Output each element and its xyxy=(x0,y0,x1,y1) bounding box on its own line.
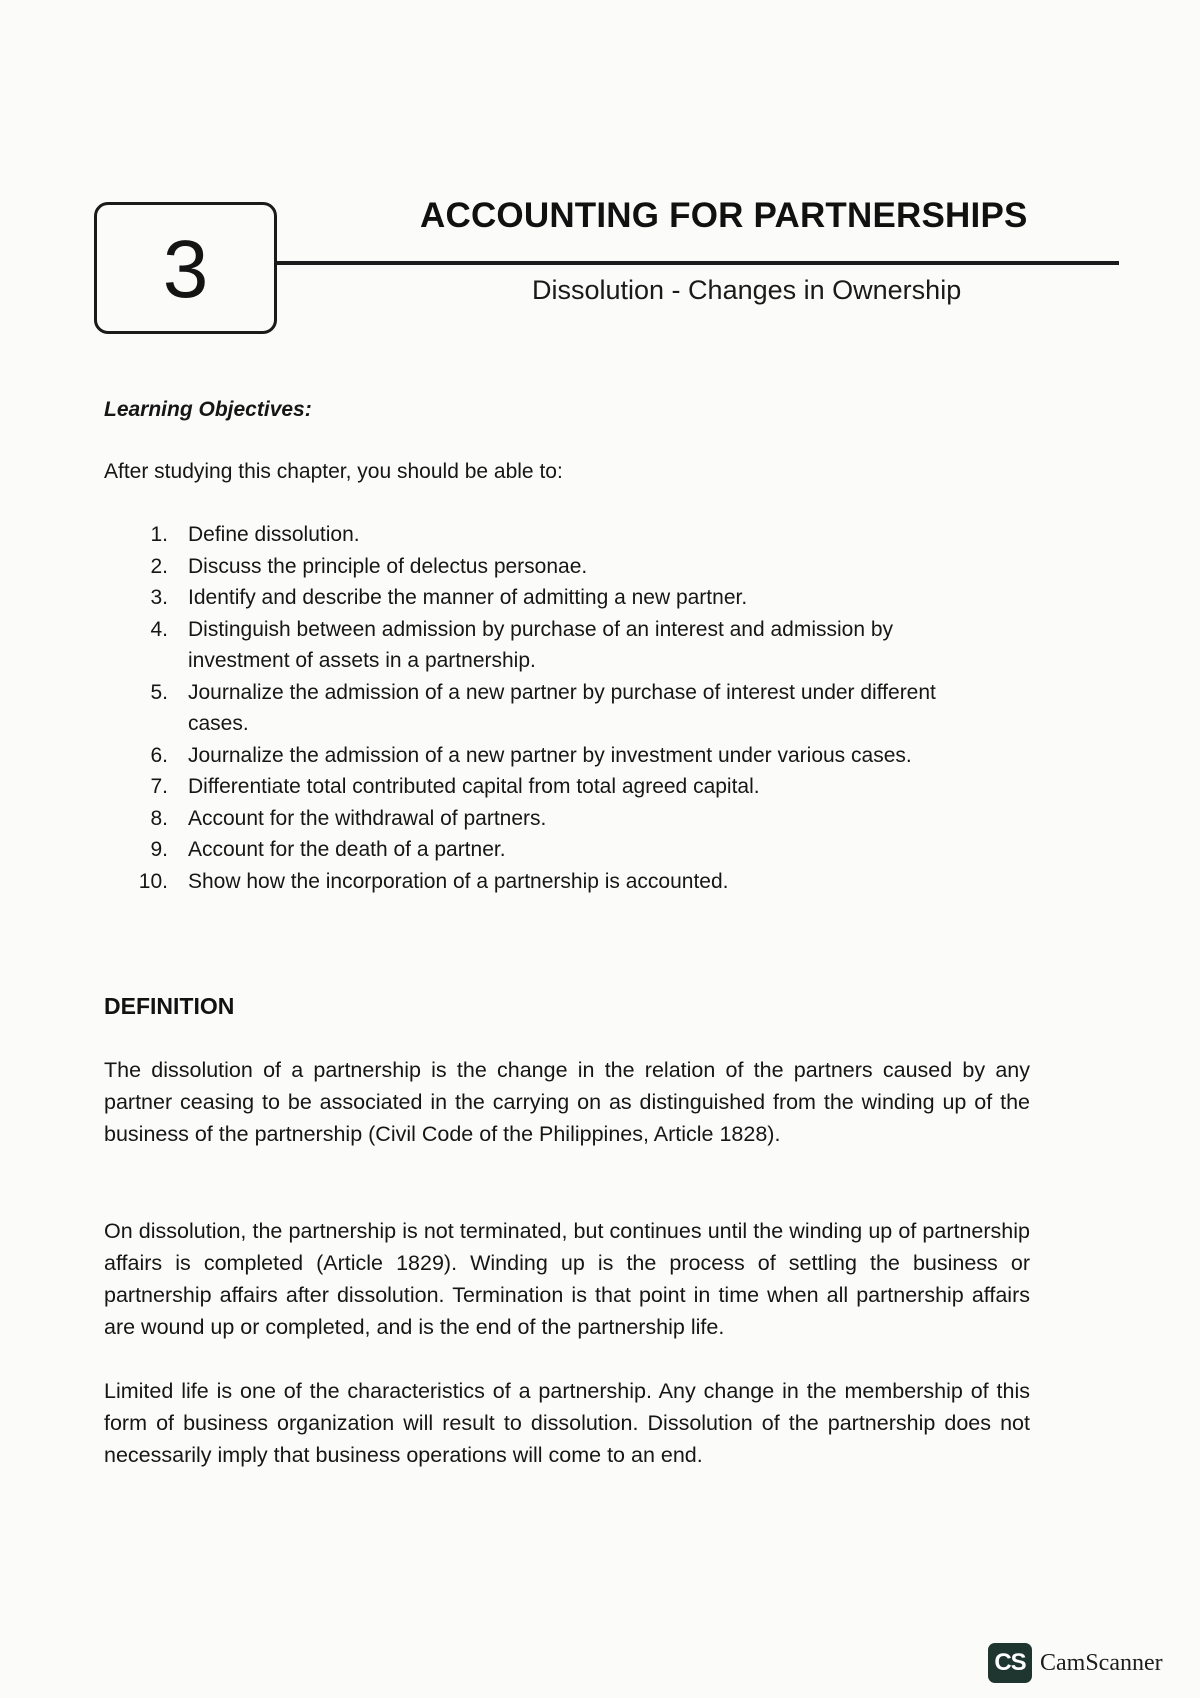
list-item xyxy=(130,551,980,583)
camscanner-logo-icon: CS xyxy=(988,1643,1032,1683)
title-divider xyxy=(277,261,1119,265)
list-item-number: 4. xyxy=(150,617,168,641)
list-item-text: Differentiate total contributed capital from total agreed capital. xyxy=(188,775,760,798)
list-item-text: Define dissolution. xyxy=(188,523,360,546)
list-item xyxy=(130,582,980,614)
list-item-number: 7. xyxy=(150,775,168,798)
definition-heading: DEFINITION xyxy=(104,993,235,1019)
list-item xyxy=(130,866,980,898)
list-item-text: Discuss the principle of delectus personae. xyxy=(188,554,588,578)
learning-objectives-heading: Learning Objectives: xyxy=(104,398,312,421)
list-item-number: 3. xyxy=(150,586,168,609)
list-item xyxy=(130,740,980,772)
list-item-number: 2. xyxy=(150,554,168,578)
list-item-text: Distinguish between admission by purchase of an interest and admission by investment of assets in a partnership. xyxy=(188,617,894,672)
list-item xyxy=(130,677,980,740)
list-item-number: 6. xyxy=(150,743,168,767)
list-item xyxy=(130,519,980,551)
list-item-text: Journalize the admission of a new partner by purchase of interest under different cases. xyxy=(188,680,936,735)
chapter-subtitle: Dissolution - Changes in Ownership xyxy=(532,275,962,305)
chapter-number-box xyxy=(94,202,277,334)
list-item-text: Journalize the admission of a new partner by investment under various cases. xyxy=(188,743,912,767)
list-item xyxy=(130,834,980,866)
list-item-number: 9. xyxy=(150,838,168,861)
limited-life-paragraph: Limited life is one of the characteristics of a partnership. Any change in the membership of this form of business organization will result to dissolution. Dissolution of the partnership does not necessarily imply that business operations will come to an end. xyxy=(104,1379,1030,1467)
camscanner-text: CamScanner xyxy=(1040,1649,1163,1676)
list-item-text: Show how the incorporation of a partnership is accounted. xyxy=(188,869,729,893)
list-item xyxy=(130,614,980,677)
list-item-text: Identify and describe the manner of admitting a new partner. xyxy=(188,586,748,609)
chapter-number: 3 xyxy=(162,224,209,315)
list-item xyxy=(130,771,980,803)
list-item-number: 10. xyxy=(138,869,168,893)
dissolution-paragraph: On dissolution, the partnership is not terminated, but continues until the winding up of partnership affairs is completed (Article 1829). Winding up is the process of settling the business or partnership affairs after dissolution. Termination is that point in time when all partnership affairs are wound up or completed, and is the end of the partnership life. xyxy=(104,1219,1030,1339)
learning-objectives-list xyxy=(130,519,980,897)
list-item-text: Account for the death of a partner. xyxy=(188,838,506,861)
list-item xyxy=(130,803,980,835)
list-item-number: 1. xyxy=(150,523,168,546)
definition-paragraph: The dissolution of a partnership is the change in the relation of the partners caused by any partner ceasing to be associated in the carrying on as distinguished from the winding up of the business of the partnership (Civil Code of the Philippines, Article 1828). xyxy=(104,1058,1030,1146)
camscanner-watermark xyxy=(988,1643,1163,1683)
learning-objectives-intro: After studying this chapter, you should be able to: xyxy=(104,460,563,483)
chapter-title: ACCOUNTING FOR PARTNERSHIPS xyxy=(420,196,1028,235)
list-item-text: Account for the withdrawal of partners. xyxy=(188,806,547,830)
list-item-number: 8. xyxy=(150,806,168,830)
list-item-number: 5. xyxy=(150,680,168,704)
